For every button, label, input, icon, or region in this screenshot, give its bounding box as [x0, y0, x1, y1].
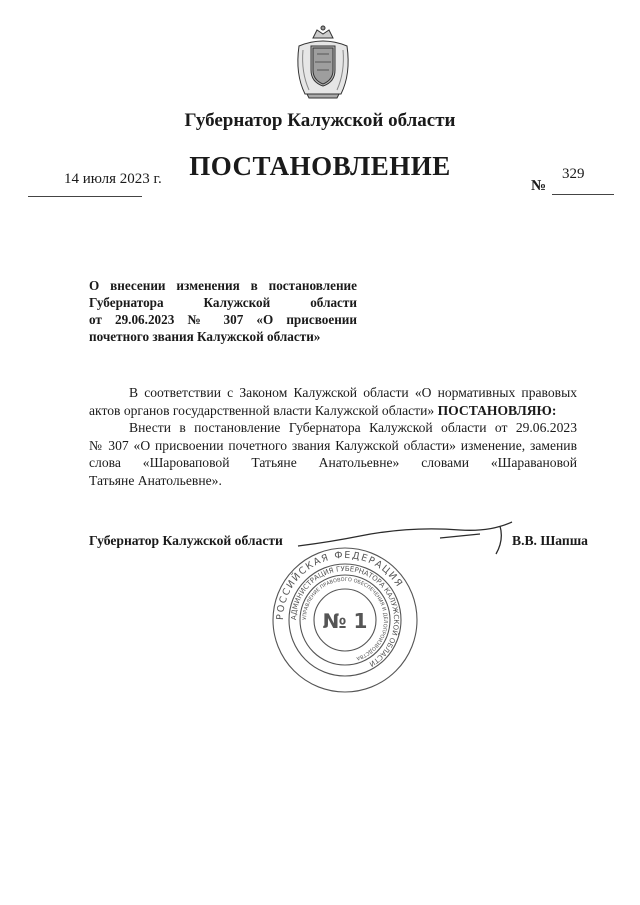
- body-line: слова «Шароваповой Татьяне Анатольевне» словами «Шаравановой: [89, 455, 577, 470]
- number-sign: №: [531, 178, 547, 194]
- date-underline: [28, 196, 142, 197]
- subject-block: [89, 277, 357, 345]
- subject-line: О внесении изменения в постановление: [89, 278, 357, 293]
- issuing-authority: Губернатор Калужской области: [184, 110, 456, 131]
- document-date: 14 июля 2023 г.: [64, 171, 162, 187]
- seal-outer-text: РОССИЙСКАЯ ФЕДЕРАЦИЯ: [274, 549, 405, 621]
- subject-line: от 29.06.2023 № 307 «О присвоении: [89, 312, 357, 327]
- body-line: В соответствии с Законом Калужской области «О нормативных правовых: [129, 385, 577, 400]
- coat-of-arms-icon: [291, 24, 355, 100]
- round-official-seal-icon: [270, 545, 420, 695]
- body-line: Внести в постановление Губернатора Калужской области от 29.06.2023: [129, 420, 577, 435]
- document-title: ПОСТАНОВЛЕНИЕ: [189, 151, 451, 181]
- decision-keyword: ПОСТАНОВЛЯЮ:: [437, 402, 557, 418]
- subject-line: Губернатора Калужской области: [89, 295, 357, 310]
- document-number: 329: [562, 166, 585, 182]
- body-text: [89, 384, 577, 489]
- subject-line: почетного звания Калужской области»: [89, 329, 321, 344]
- seal-ring-text: АДМИНИСТРАЦИЯ ГУБЕРНАТОРА КАЛУЖСКОЙ ОБЛАСТИ: [289, 564, 401, 669]
- seal-center-text: № 1: [322, 609, 368, 633]
- signer-title: Губернатор Калужской области: [89, 533, 283, 548]
- signer-name: В.В. Шапша: [512, 533, 588, 548]
- number-underline: [552, 194, 614, 195]
- body-line: № 307 «О присвоении почетного звания Калужской области» изменение, заменив: [89, 437, 577, 453]
- body-line: Татьяне Анатольевне».: [89, 472, 222, 488]
- body-line: актов органов государственной власти Калужской области» ПОСТАНОВЛЯЮ:: [89, 402, 557, 418]
- seal-inner-text: УПРАВЛЕНИЕ ПРАВОВОГО ОБЕСПЕЧЕНИЯ И ДЕЛОПРОИЗВОДСТВА: [301, 576, 389, 662]
